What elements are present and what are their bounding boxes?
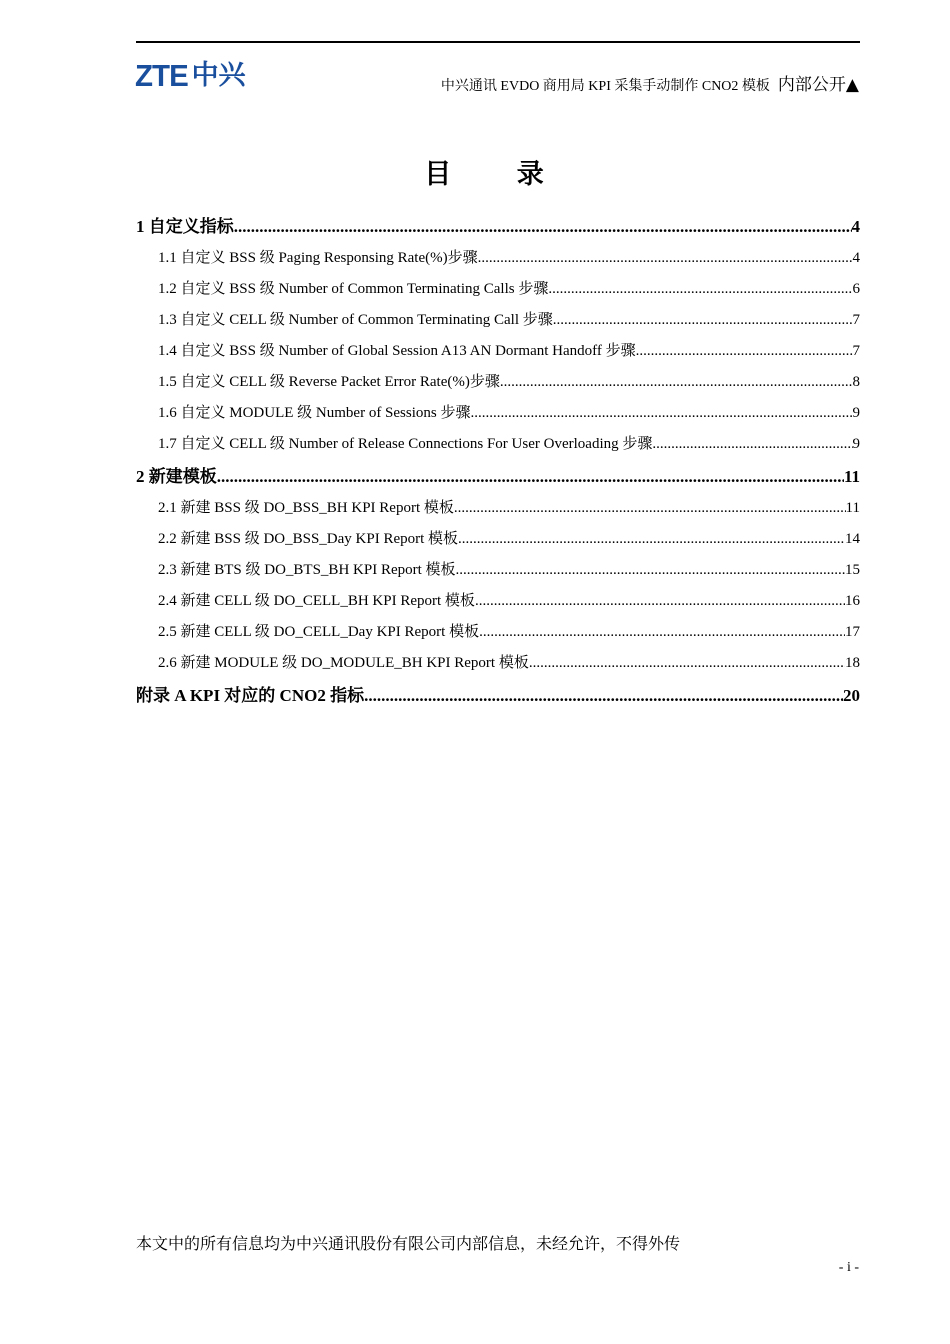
toc-entry-page: 16	[845, 593, 860, 609]
toc-entry-page: 7	[852, 343, 860, 359]
toc-entry-title: 2.6 新建 MODULE 级 DO_MODULE_BH KPI Report 模板	[158, 655, 529, 671]
toc-section-entry[interactable]	[136, 243, 860, 274]
toc-chapter-entry[interactable]	[136, 460, 860, 493]
logo-cjk-text: 中兴	[191, 59, 246, 91]
toc-section-entry[interactable]	[136, 367, 860, 398]
toc-dot-leader	[475, 586, 845, 617]
toc-entry-page: 4	[852, 250, 860, 266]
toc-dot-leader	[458, 524, 845, 555]
toc-section-entry[interactable]	[136, 524, 860, 555]
toc-entry-page: 17	[845, 624, 860, 640]
toc-entry-title: 2.3 新建 BTS 级 DO_BTS_BH KPI Report 模板	[158, 562, 456, 578]
toc-entry-title: 附录 A KPI 对应的 CNO2 指标	[136, 686, 365, 705]
toc-dot-leader	[500, 367, 853, 398]
toc-entry-title: 1.7 自定义 CELL 级 Number of Release Connections For User Overloading 步骤	[158, 436, 653, 452]
toc-dot-leader	[454, 493, 846, 524]
toc-entry-title: 2 新建模板	[136, 467, 217, 486]
toc-entry-title: 1.1 自定义 BSS 级 Paging Responsing Rate(%)步骤	[158, 250, 478, 266]
document-header	[441, 70, 859, 95]
toc-dot-leader	[471, 398, 853, 429]
toc-entry-title: 1 自定义指标	[136, 217, 234, 236]
document-title: 中兴通讯 EVDO 商用局 KPI 采集手动制作 CNO2 模板	[440, 79, 770, 94]
toc-entry-page: 20	[843, 686, 860, 705]
toc-entry-title: 2.2 新建 BSS 级 DO_BSS_Day KPI Report 模板	[158, 531, 459, 547]
toc-entry-page: 11	[845, 500, 860, 516]
toc-section-entry[interactable]	[136, 555, 860, 586]
logo-latin-text: ZTE	[135, 57, 188, 93]
toc-section-entry[interactable]	[136, 274, 860, 305]
zte-logo	[135, 58, 246, 92]
toc-dot-leader	[217, 460, 844, 493]
toc-dot-leader	[548, 274, 852, 305]
toc-section-entry[interactable]	[136, 398, 860, 429]
toc-entry-page: 9	[852, 436, 860, 452]
toc-entry-page: 11	[843, 467, 860, 486]
toc-section-entry[interactable]	[136, 493, 860, 524]
toc-entry-page: 4	[851, 217, 860, 236]
toc-entry-page: 15	[845, 562, 860, 578]
toc-section-entry[interactable]	[136, 617, 860, 648]
toc-entry-title: 1.5 自定义 CELL 级 Reverse Packet Error Rate(%)步骤	[158, 374, 500, 390]
toc-dot-leader	[553, 305, 853, 336]
toc-dot-leader	[479, 617, 845, 648]
toc-heading: 目 录	[424, 159, 572, 190]
toc-entry-title: 2.1 新建 BSS 级 DO_BSS_BH KPI Report 模板	[158, 500, 454, 516]
toc-entry-title: 1.2 自定义 BSS 级 Number of Common Terminating Calls 步骤	[158, 281, 549, 297]
toc-dot-leader	[636, 336, 853, 367]
toc-entry-title: 2.5 新建 CELL 级 DO_CELL_Day KPI Report 模板	[158, 624, 480, 640]
toc-entry-title: 2.4 新建 CELL 级 DO_CELL_BH KPI Report 模板	[158, 593, 475, 609]
toc-section-entry[interactable]	[136, 336, 860, 367]
toc-dot-leader	[652, 429, 852, 460]
toc-chapter-entry[interactable]	[136, 210, 860, 243]
toc-entry-title: 1.3 自定义 CELL 级 Number of Common Terminating Call 步骤	[158, 312, 553, 328]
header-rule	[136, 41, 860, 43]
toc-entry-page: 7	[852, 312, 860, 328]
toc-dot-leader	[456, 555, 845, 586]
toc-section-entry[interactable]	[136, 648, 860, 679]
toc-entry-title: 1.6 自定义 MODULE 级 Number of Sessions 步骤	[158, 405, 471, 421]
toc-section-entry[interactable]	[136, 429, 860, 460]
toc-entry-page: 6	[852, 281, 860, 297]
toc-section-entry[interactable]	[136, 586, 860, 617]
toc-entry-page: 14	[845, 531, 860, 547]
toc-entry-page: 8	[852, 374, 860, 390]
toc-section-entry[interactable]	[136, 305, 860, 336]
toc-dot-leader	[478, 243, 853, 274]
toc-entry-page: 9	[852, 405, 860, 421]
toc-chapter-entry[interactable]	[136, 679, 860, 712]
confidentiality-note: 本文中的所有信息均为中兴通讯股份有限公司内部信息，未经允许，不得外传	[136, 1234, 681, 1253]
toc-dot-leader	[364, 679, 843, 712]
classification-label: 内部公开▲	[777, 75, 859, 95]
page-number: - i -	[838, 1260, 859, 1275]
toc-dot-leader	[529, 648, 845, 679]
table-of-contents	[136, 210, 860, 712]
toc-dot-leader	[234, 210, 852, 243]
toc-entry-title: 1.4 自定义 BSS 级 Number of Global Session A13 AN Dormant Handoff 步骤	[158, 343, 636, 359]
toc-entry-page: 18	[845, 655, 860, 671]
